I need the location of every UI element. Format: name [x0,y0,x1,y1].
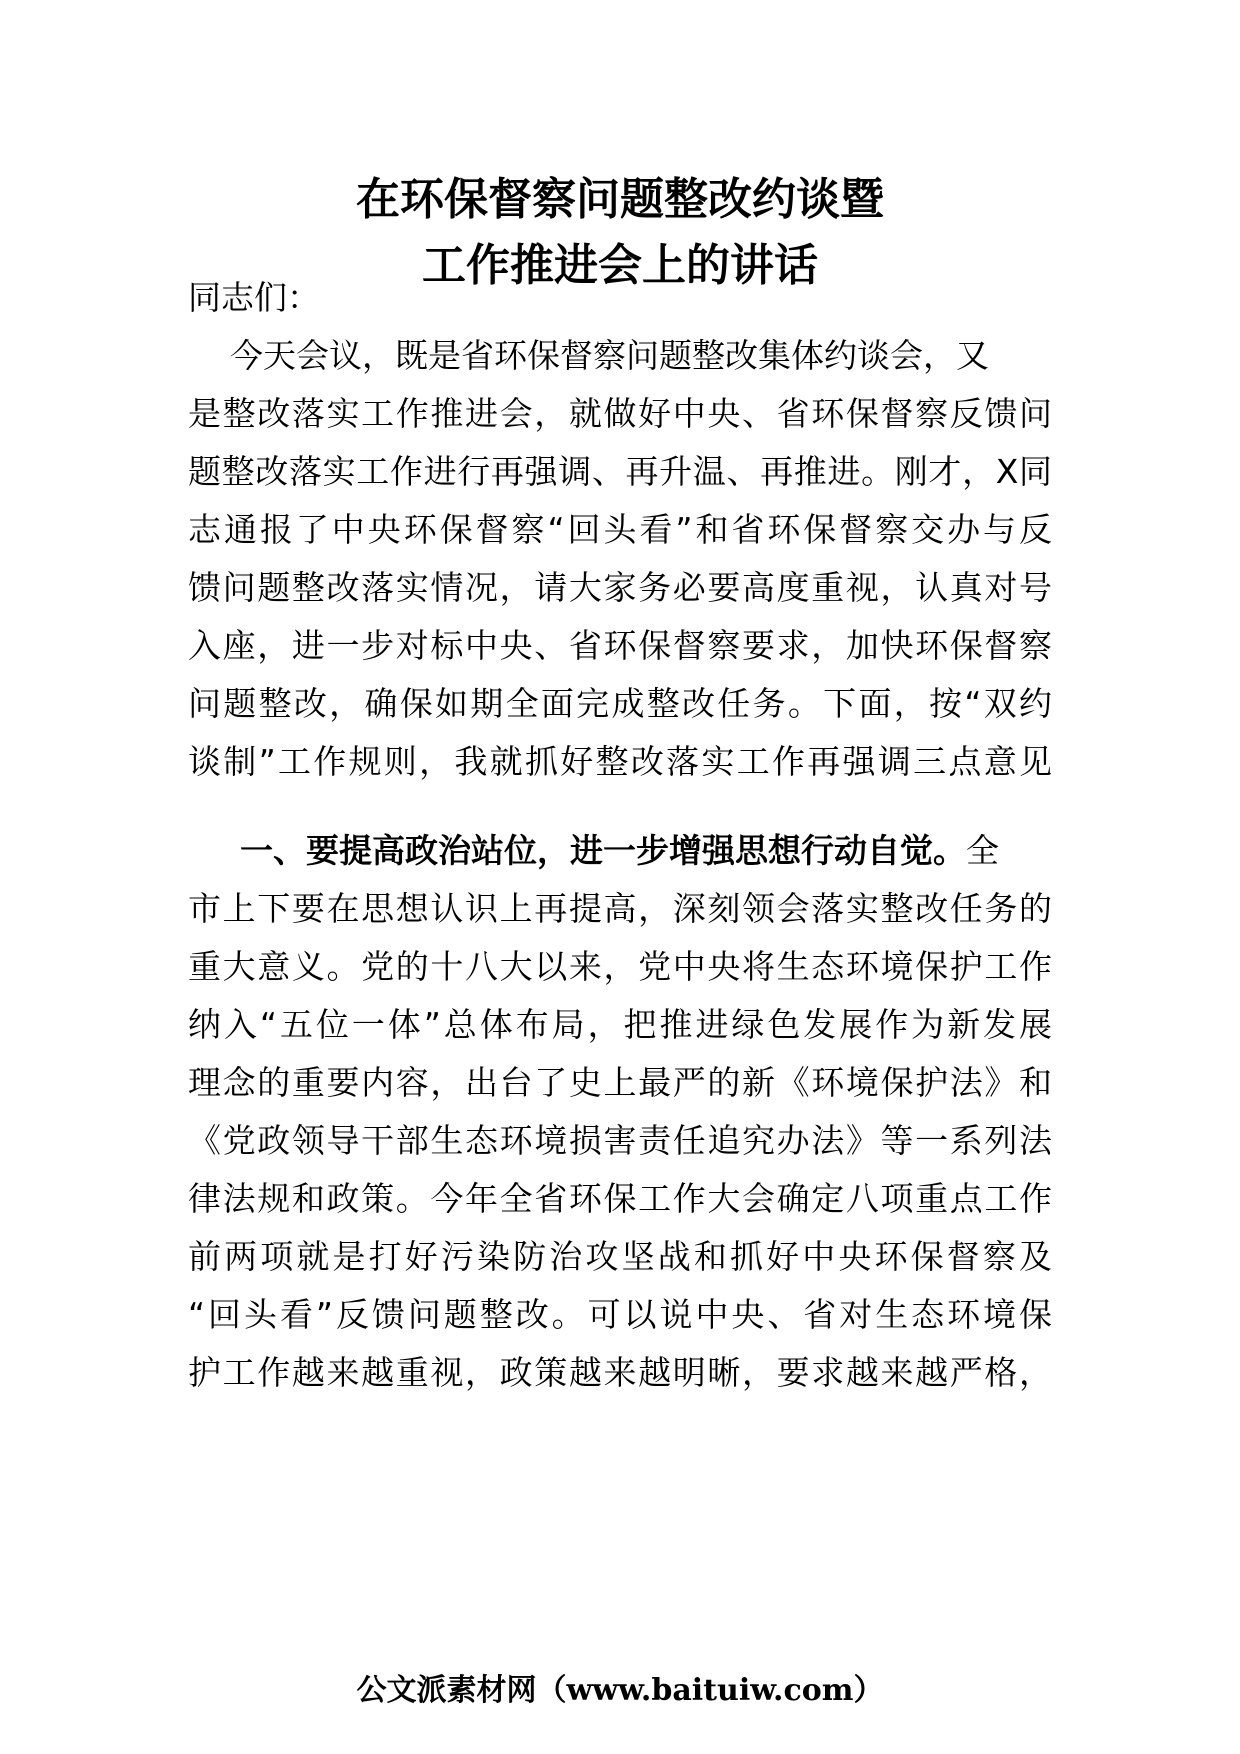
paragraph-line: 入座，进一步对标中央、省环保督察要求，加快环保督察 [188,626,1052,665]
paragraph-line: 今天会议，既是省环保督察问题整改集体约谈会，又 [230,336,989,375]
paragraph-line: 市上下要在思想认识上再提高，深刻领会落实整改任务的 [188,889,1052,928]
paragraph-line: 志通报了中央环保督察“回头看”和省环保督察交办与反 [188,510,1052,549]
paragraph-line: 重大意义。党的十八大以来，党中央将生态环境保护工作 [188,947,1052,986]
paragraph-line: 是整改落实工作推进会，就做好中央、省环保督察反馈问 [188,394,1052,433]
salutation: 同志们： [188,278,320,317]
paragraph-line: “回头看”反馈问题整改。可以说中央、省对生态环境保 [188,1295,1052,1334]
paragraph-line: 谈制”工作规则，我就抓好整改落实工作再强调三点意见 [188,742,1052,781]
document-title-line-2: 工作推进会上的讲话 [422,240,818,291]
paragraph-line: 护工作越来越重视，政策越来越明晰，要求越来越严格， [188,1353,1052,1392]
section-text: 全 [966,831,999,870]
section-heading-line [240,829,1052,873]
paragraph-line: 理念的重要内容，出台了史上最严的新《环境保护法》和 [188,1063,1052,1102]
section-heading: 一、要提高政治站位，进一步增强思想行动自觉。 [240,831,966,870]
paragraph-line: 前两项就是打好污染防治攻坚战和抓好中央环保督察及 [188,1237,1052,1276]
paragraph-line: 问题整改，确保如期全面完成整改任务。下面，按“双约 [188,684,1052,723]
paragraph-line: 《党政领导干部生态环境损害责任追究办法》等一系列法 [188,1121,1052,1160]
paragraph-line: 馈问题整改落实情况，请大家务必要高度重视，认真对号 [188,568,1052,607]
paragraph-line: 题整改落实工作进行再强调、再升温、再推进。刚才，X同 [188,452,1052,491]
paragraph-line: 纳入“五位一体”总体布局，把推进绿色发展作为新发展 [188,1005,1052,1044]
source-footer: 公文派素材网（www.baituiw.com） [356,1673,884,1708]
document-title-line-1: 在环保督察问题整改约谈暨 [356,174,884,225]
paragraph-line: 律法规和政策。今年全省环保工作大会确定八项重点工作 [188,1179,1052,1218]
